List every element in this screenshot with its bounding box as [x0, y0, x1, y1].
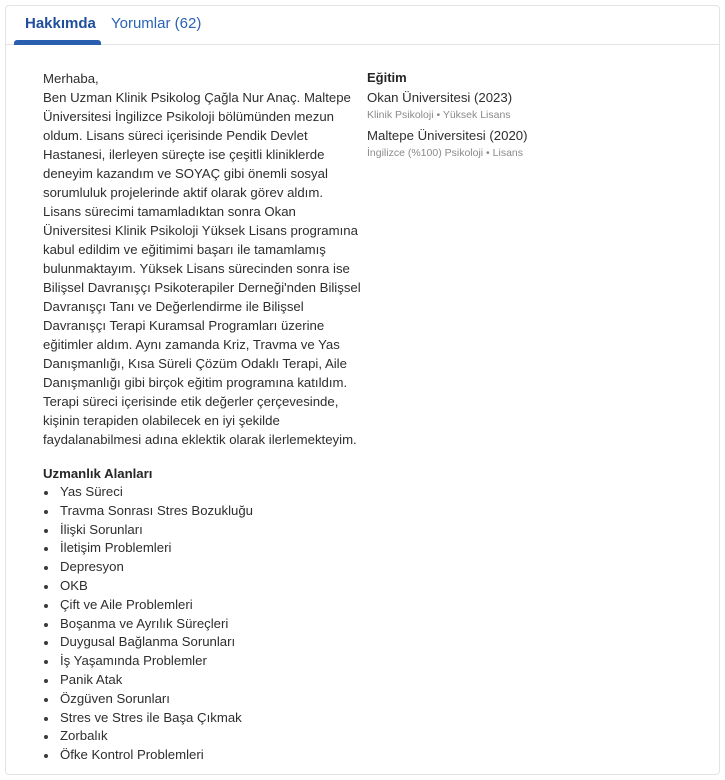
- profile-card: [5, 5, 720, 775]
- list-item: Travma Sonrası Stres Bozukluğu: [43, 502, 363, 521]
- list-item: Panik Atak: [43, 671, 363, 690]
- bio-greeting: Merhaba,: [43, 71, 99, 86]
- education-title: Eğitim: [367, 70, 407, 85]
- list-item: Çift ve Aile Problemleri: [43, 596, 363, 615]
- tab-about[interactable]: Hakkımda: [25, 15, 96, 32]
- list-item: Duygusal Bağlanma Sorunları: [43, 633, 363, 652]
- specialties-list: [43, 483, 363, 765]
- tab-bar: [6, 6, 719, 45]
- education-school: Okan Üniversitesi (2023): [367, 90, 513, 105]
- education-detail: İngilizce (%100) Psikoloji • Lisans: [367, 147, 523, 159]
- list-item: İlişki Sorunları: [43, 521, 363, 540]
- list-item: İş Yaşamında Problemler: [43, 652, 363, 671]
- education-detail: Klinik Psikoloji • Yüksek Lisans: [367, 109, 511, 121]
- list-item: Zorbalık: [43, 727, 363, 746]
- list-item: İletişim Problemleri: [43, 539, 363, 558]
- education-section: [367, 69, 707, 164]
- list-item: Yas Süreci: [43, 483, 363, 502]
- list-item: Boşanma ve Ayrılık Süreçleri: [43, 615, 363, 634]
- bio-text: [43, 69, 363, 449]
- tab-reviews[interactable]: Yorumlar (62): [111, 15, 202, 32]
- active-tab-indicator: [14, 40, 101, 45]
- list-item: Stres ve Stres ile Başa Çıkmak: [43, 709, 363, 728]
- bio-paragraph: Terapi süreci içerisinde etik değerler çerçevesinde, kişinin terapiden olabilecek en iyi şekilde faydalanabilmesi adına eklektik olarak ilerlemekteyim.: [43, 394, 357, 447]
- list-item: OKB: [43, 577, 363, 596]
- education-school: Maltepe Üniversitesi (2020): [367, 128, 528, 143]
- bio-paragraph: Ben Uzman Klinik Psikolog Çağla Nur Anaç. Maltepe Üniversitesi İngilizce Psikoloji bölümünden mezun oldum. Lisans süreci içerisinde Pendik Devlet Hastanesi, ilerleyen süreçte ise çeşitli kliniklerde deneyim kazandım ve SOYAÇ gibi önemli sosyal sorumluluk projelerinde aktif olarak görev aldım. Lisans sürecimi tamamladıktan sonra Okan Üniversitesi Klinik Psikoloji Yüksek Lisans programına kabul edildim ve eğitimimi başarı ile tamamlamış bulunmaktayım. Yüksek Lisans sürecinden sonra ise Bilişsel Davranışçı Psikoterapiler Derneği'nden Bilişsel Davranışçı Tanı ve Değerlendirme ile Bilişsel Davranışçı Terapi Kuramsal Programları üzerine eğitimler aldım. Aynı zamanda Kriz, Travma ve Yas Danışmanlığı, Kısa Süreli Çözüm Odaklı Terapi, Aile Danışmanlığı gibi birçok eğitim programına katıldım.: [43, 90, 361, 390]
- list-item: Özgüven Sorunları: [43, 690, 363, 709]
- specialties-title: Uzmanlık Alanları: [43, 466, 153, 481]
- about-section: [43, 69, 363, 765]
- list-item: Öfke Kontrol Problemleri: [43, 746, 363, 765]
- list-item: Depresyon: [43, 558, 363, 577]
